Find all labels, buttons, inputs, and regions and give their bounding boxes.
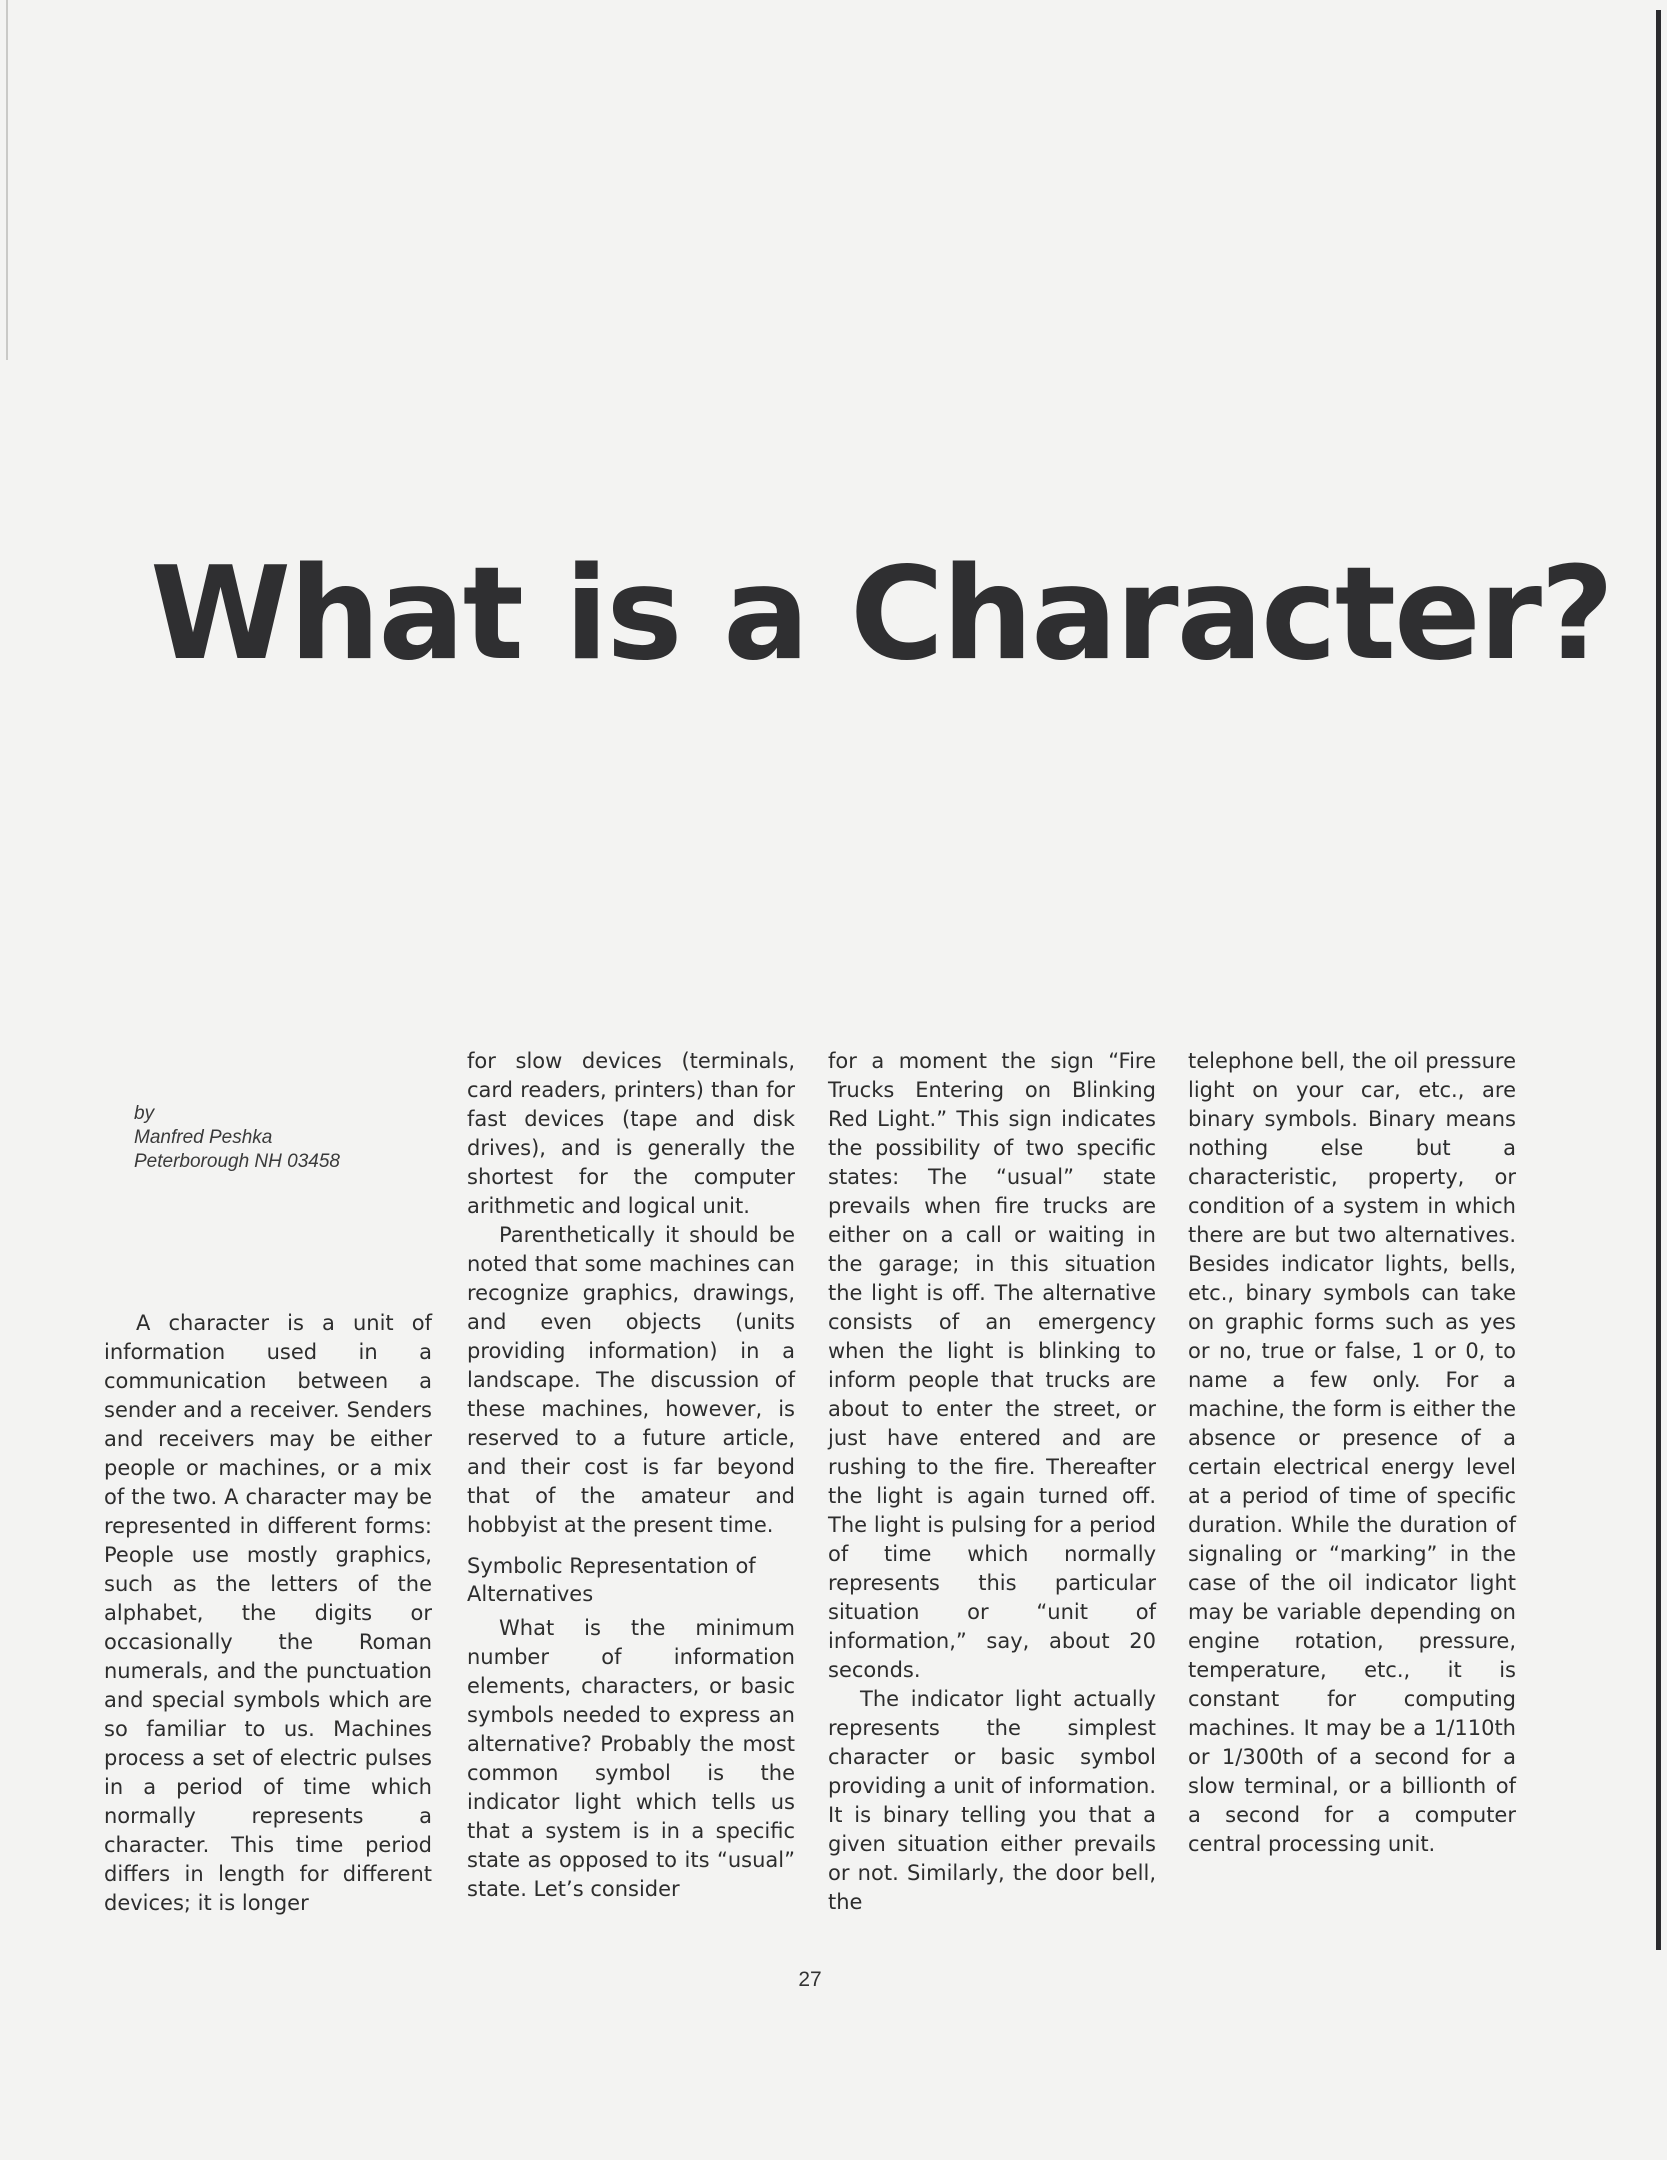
section-heading: Symbolic Representation of Alternatives [467,1554,756,1606]
byline-location: Peterborough NH 03458 [134,1151,340,1172]
paragraph: A character is a unit of information used in a communication between a sender and a receiver. Senders and receivers may be either people or machines, or a mix of the two. A character may be represented in different forms: People use mostly graphics, such as the letters of the alphabet, the digits or occasionally the Roman numerals, and the punctuation and special symbols which are so familiar to us. Machines process a set of electric pulses in a period of time which normally represents a character. This time period differs in length for different devices; it is longer [104,1311,432,1915]
paragraph: for slow devices (terminals, card readers, printers) than for fast devices (tape and disk drives), and is generally the shortest for the computer arithmetic and logical unit. [467,1049,795,1218]
text-column-3 [828,1047,1156,1917]
paragraph: The indicator light actually represents the simplest character or basic symbol providing a unit of information. It is binary telling you that a given situation either prevails or not. Similarly, the door bell, the [828,1687,1156,1914]
paragraph: for a moment the sign “Fire Trucks Entering on Blinking Red Light.” This sign indicates the possibility of two specific states: The “usual” state prevails when fire trucks are either on a call or waiting in the garage; in this situation the light is off. The alternative consists of an emergency when the light is blinking to inform people that trucks are about to enter the street, or just have entered and are rushing to the fire. Thereafter the light is again turned off. The light is pulsing for a period of time which normally represents this particular situation or “unit of information,” say, about 20 seconds. [828,1049,1156,1682]
byline-author: Manfred Peshka [134,1127,273,1148]
page-number: 27 [798,1968,822,1991]
text-column-4 [1188,1047,1516,1859]
text-column-2 [467,1047,795,1904]
page-left-edge [6,0,8,360]
page-binding-edge [1656,10,1661,1950]
paragraph: What is the minimum number of information elements, characters, or basic symbols needed to express an alternative? Probably the most common symbol is the indicator light which tells us that a system is in a specific state as opposed to its “usual” state. Let’s consider [467,1616,795,1901]
text-column-1 [104,1309,432,1918]
byline [134,1102,414,1174]
paragraph: telephone bell, the oil pressure light on your car, etc., are binary symbols. Binary means nothing else but a characteristic, property, or condition of a system in which there are but two alternatives. Besides indicator lights, bells, etc., binary symbols can take on graphic forms such as yes or no, true or false, 1 or 0, to name a few only. For a machine, the form is either the absence or presence of a certain electrical energy level at a period of time of specific duration. While the duration of signaling or “marking” in the case of the oil indicator light may be variable depending on engine rotation, pressure, temperature, etc., it is constant for computing machines. It may be a 1/110th or 1/300th of a second for a slow terminal, or a billionth of a second for a computer central processing unit. [1188,1049,1516,1856]
byline-by: by [134,1103,155,1124]
paragraph: Parenthetically it should be noted that some machines can recognize graphics, drawings, and even objects (units providing information) in a landscape. The discussion of these machines, however, is reserved to a future article, and their cost is far beyond that of the amateur and hobbyist at the present time. [467,1223,795,1537]
article-title: What is a Character? [150,540,1613,689]
